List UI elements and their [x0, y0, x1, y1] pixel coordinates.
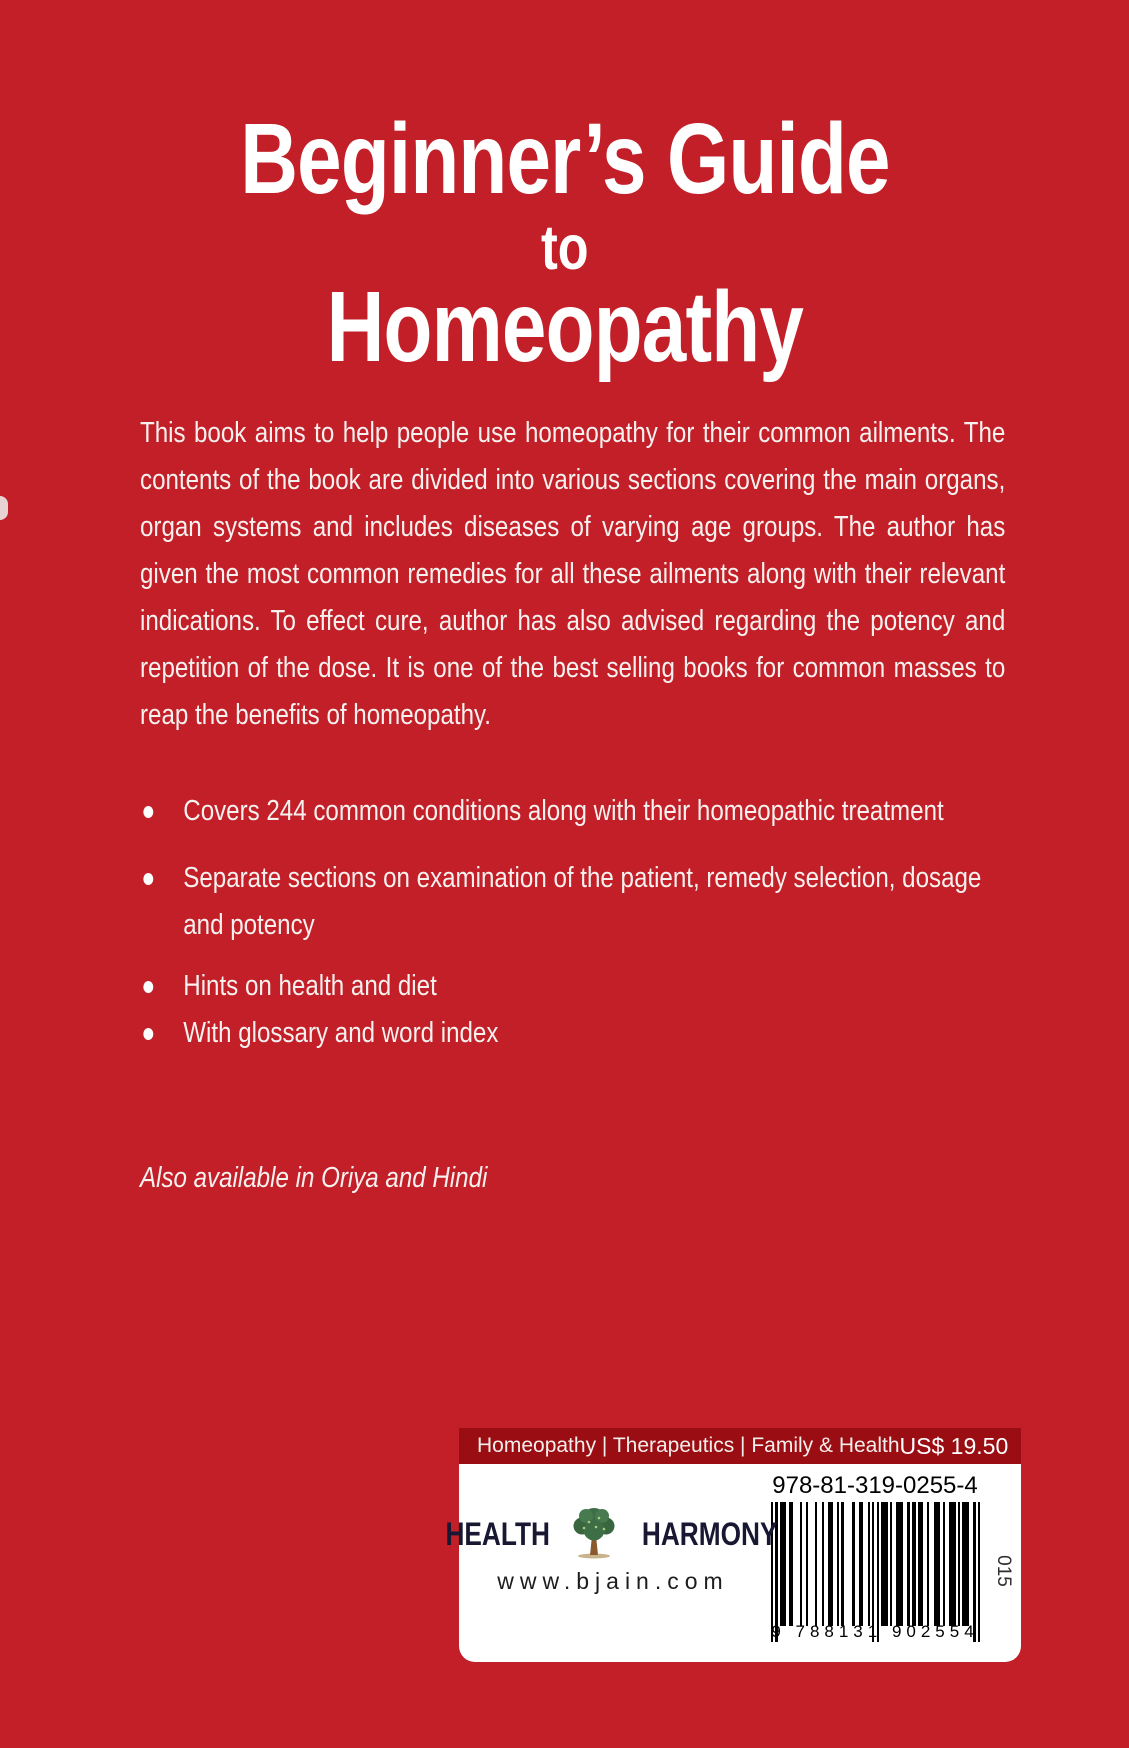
bullet-dot-icon — [143, 1028, 153, 1040]
barcode-digits: 9 788131 902554 — [771, 1622, 979, 1641]
list-item — [140, 788, 1005, 835]
barcode-bar — [828, 1502, 832, 1626]
barcode-bar — [943, 1502, 945, 1626]
list-item-text: With glossary and word index — [183, 1017, 499, 1049]
title-line-3: Homeopathy — [326, 271, 803, 383]
list-item-text: Separate sections on examination of the patient, remedy selection, dosage and potency — [183, 862, 982, 941]
list-item — [140, 855, 1005, 949]
isbn-number: 978-81-319-0255-4 — [772, 1472, 978, 1499]
barcode-bar — [978, 1502, 980, 1642]
barcode-bar — [881, 1502, 888, 1626]
barcode-bar — [780, 1502, 787, 1626]
barcode-bar — [822, 1502, 824, 1626]
list-item — [140, 1010, 1005, 1057]
barcode-bar — [837, 1502, 839, 1626]
barcode-bar — [949, 1502, 956, 1626]
tree-icon — [569, 1506, 619, 1562]
barcode-bar — [841, 1502, 843, 1626]
availability-note: Also available in Oriya and Hindi — [140, 1162, 488, 1194]
barcode-bar — [800, 1502, 802, 1626]
list-item — [140, 963, 1005, 1010]
feature-list — [140, 788, 1005, 1057]
publisher-card-body — [445, 1464, 1021, 1662]
list-item-text: Hints on health and diet — [183, 970, 437, 1002]
category-strip — [459, 1428, 1021, 1464]
barcode-bar — [890, 1502, 892, 1626]
publisher-website: www.bjain.com — [497, 1568, 729, 1594]
price-label: US$ 19.50 — [899, 1432, 1009, 1459]
title-line-1: Beginner’s Guide — [239, 103, 890, 215]
barcode-bar — [815, 1502, 817, 1626]
barcode-bar — [868, 1502, 870, 1626]
category-labels: Homeopathy | Therapeutics | Family & Health — [477, 1434, 900, 1457]
barcode-bar — [872, 1502, 874, 1642]
publisher-logo — [445, 1506, 778, 1562]
list-item-text: Covers 244 common conditions along with their homeopathic treatment — [183, 795, 944, 827]
barcode — [771, 1502, 980, 1642]
title-line-2: to — [540, 213, 589, 283]
book-description: This book aims to help people use homeopathy for their common ailments. The contents of the book are divided into various sections covering the main organs, organ systems and includes diseases of varying age groups. The author has given the most common remedies for all these ailments along with their relevant indications. To effect cure, author has also advised regarding the potency and repetition of the dose. It is one of the best selling books for common masses to reap the benefits of homeopathy. — [140, 417, 1006, 731]
barcode-bar — [934, 1502, 941, 1626]
publisher-info-card — [445, 1428, 1021, 1662]
title-block — [0, 103, 1129, 383]
barcode-bar — [958, 1502, 960, 1626]
barcode-bar — [852, 1502, 854, 1626]
bullet-dot-icon — [143, 981, 153, 993]
barcode-bar — [907, 1502, 909, 1626]
barcode-bar — [877, 1502, 879, 1642]
publisher-name-right: HARMONY — [641, 1515, 778, 1552]
barcode-bar — [896, 1502, 903, 1626]
barcode-bar — [912, 1502, 916, 1626]
bullet-dot-icon — [143, 806, 153, 818]
side-code: 015 — [993, 1555, 1015, 1587]
barcode-bar — [859, 1502, 863, 1626]
barcode-bar — [789, 1502, 793, 1626]
barcode-bar — [962, 1502, 969, 1626]
publisher-name-left: HEALTH — [445, 1515, 550, 1552]
barcode-bar — [806, 1502, 808, 1626]
barcode-bar — [918, 1502, 922, 1626]
barcode-bar — [973, 1502, 975, 1642]
barcode-bar — [927, 1502, 929, 1626]
bullet-dot-icon — [143, 873, 153, 885]
page-edge-mark — [0, 496, 8, 520]
